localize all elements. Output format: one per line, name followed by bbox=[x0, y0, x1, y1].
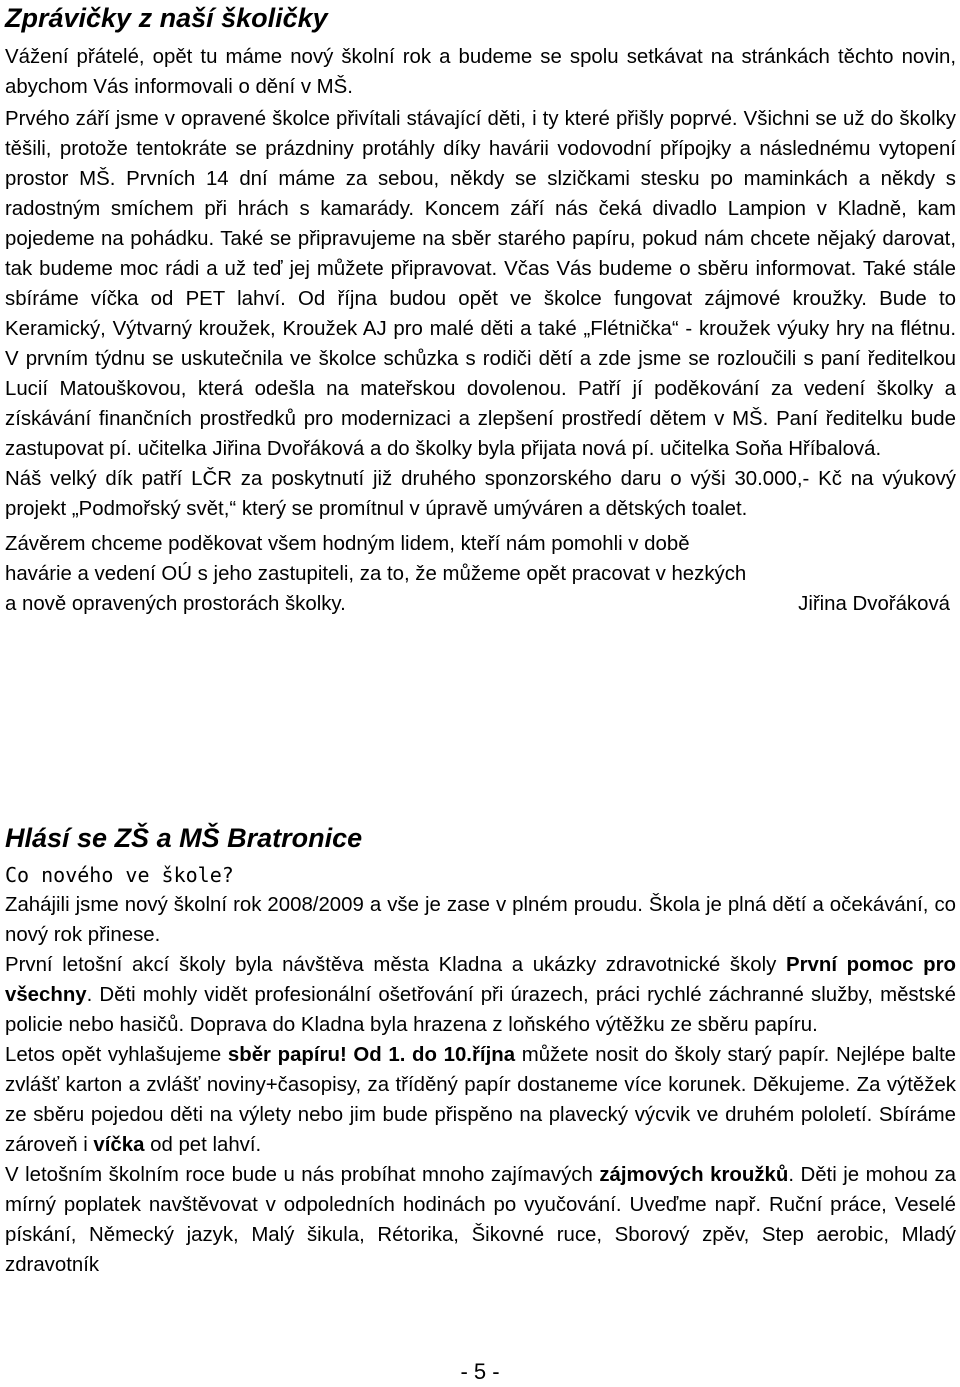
section2-body bbox=[5, 860, 956, 1280]
paragraph-news: Prvého září jsme v opravené školce přivítali stávající děti, i ty které přišly poprvé. Všichni se už do školky těšili, protože tentokráte se prázdniny protáhly díky havárii vodovodní přípojky a následnému vytopení prostor MŠ. Prvních 14 dní máme za sebou, někdy se slzičkami stesku po maminkách a někdy s radostným smíchem při hrách s kamarády. Koncem září nás čeká divadlo Lampion v Kladně, kam pojedeme na pohádku. Také se připravujeme na sběr starého papíru, pokud nám chcete nějaký darovat, tak budeme moc rádi a už teď jej můžete připravovat. Včas Vás budeme o sběru informovat. Také stále sbíráme víčka od PET lahví. Od října budou opět ve školce fungovat zájmové kroužky. Bude to Keramický, Výtvarný kroužek, Kroužek AJ pro malé děti a také „Flétnička“ - kroužek výuky hry na flétnu. V prvním týdnu se uskutečnila ve školce schůzka s rodiči dětí a zde jsme se rozloučili s paní ředitelkou Lucií Matouškovou, která odešla na mateřskou dovolenou. Patří jí poděkování za vedení školky a získávání finančních prostředků pro modernizaci a zlepšení prostředí dětem v MŠ. Paní ředitelku bude zastupovat pí. učitelka Jiřina Dvořáková a do školky byla přijata nová pí. učitelka Soňa Hříbalová. bbox=[5, 108, 956, 460]
page-number: - 5 - bbox=[460, 1359, 500, 1384]
paragraph-paper-collection bbox=[5, 1040, 956, 1160]
paragraph-closing bbox=[5, 529, 956, 619]
paper-text-b: můžete nosit do školy starý papír. Nejlépe balte zvlášť karton a zvlášť noviny+časopisy, za tříděný papír dostaneme více korunek. Děkujeme. Za výtěžek ze sběru pojedou děti na výlety nebo jim bude přispěno na plavecký výcvik ve druhém pololetí. Sbíráme zároveň i bbox=[5, 1044, 957, 1156]
clubs-bold: zájmových kroužků bbox=[599, 1164, 789, 1186]
paper-text-a: Letos opět vyhlašujeme bbox=[5, 1044, 228, 1066]
closing-line-3 bbox=[5, 589, 956, 619]
paragraph-greeting: Vážení přátelé, opět tu máme nový školní rok a budeme se spolu setkávat na stránkách těchto novin, abychom Vás informovali o dění v MŠ. bbox=[5, 46, 956, 98]
paragraph-clubs bbox=[5, 1160, 956, 1280]
closing-line-3-text: a nově opravených prostorách školky. bbox=[5, 593, 346, 615]
first-aid-text-a: První letošní akcí školy byla návštěva města Kladna a ukázky zdravotnické školy bbox=[5, 954, 787, 976]
paragraph-school-start: Zahájili jsme nový školní rok 2008/2009 a vše je zase v plném proudu. Škola je plná dětí a očekávání, co nový rok přinese. bbox=[5, 894, 956, 946]
paragraph-thanks-lcr: Náš velký dík patří LČR za poskytnutí již druhého sponzorského daru o výši 30.000,- Kč na výukový projekt „Podmořský svět,“ který se promítnul v úpravě umýváren a dětských toalet. bbox=[5, 468, 956, 520]
caps-bold: víčka bbox=[93, 1134, 145, 1156]
paper-text-c: od pet lahví. bbox=[144, 1134, 262, 1156]
closing-line-2: havárie a vedení OÚ s jeho zastupiteli, za to, že můžeme opět pracovat v hezkých bbox=[5, 563, 747, 585]
closing-line-1: Závěrem chceme poděkovat všem hodným lidem, kteří nám pomohli v době bbox=[5, 533, 690, 555]
paper-bold: sběr papíru! Od 1. do 10.října bbox=[227, 1044, 516, 1066]
clubs-text-a: V letošním školním roce bude u nás probíhat mnoho zajímavých bbox=[5, 1164, 600, 1186]
signature: Jiřina Dvořáková bbox=[798, 593, 950, 615]
first-aid-bold: První pomoc pro všechny bbox=[5, 954, 956, 1006]
section-title-kindergarten: Zprávičky z naší školičky bbox=[5, 3, 328, 33]
first-aid-text-b: . Děti mohly vidět profesionální ošetřování při úrazech, práci rychlé záchranné služby, městské policie nebo hasičů. Doprava do Kladna byla hrazena z loňského výtěžku ze sběru papíru. bbox=[5, 984, 956, 1036]
clubs-text-b: . Děti je mohou za mírný poplatek navštěvovat v odpoledních hodinách po vyučování. Uveďme např. Ruční práce, Veselé pískání, Německý jazyk, Malý šikula, Rétorika, Šikovné ruce, Sborový zpěv, Step aerobic, Mladý zdravotník bbox=[5, 1164, 957, 1276]
section-title-school: Hlásí se ZŠ a MŠ Bratronice bbox=[5, 823, 363, 853]
paragraph-first-aid bbox=[5, 950, 956, 1040]
section1-body bbox=[5, 42, 956, 619]
section-subtitle: Co nového ve škole? bbox=[5, 863, 234, 887]
